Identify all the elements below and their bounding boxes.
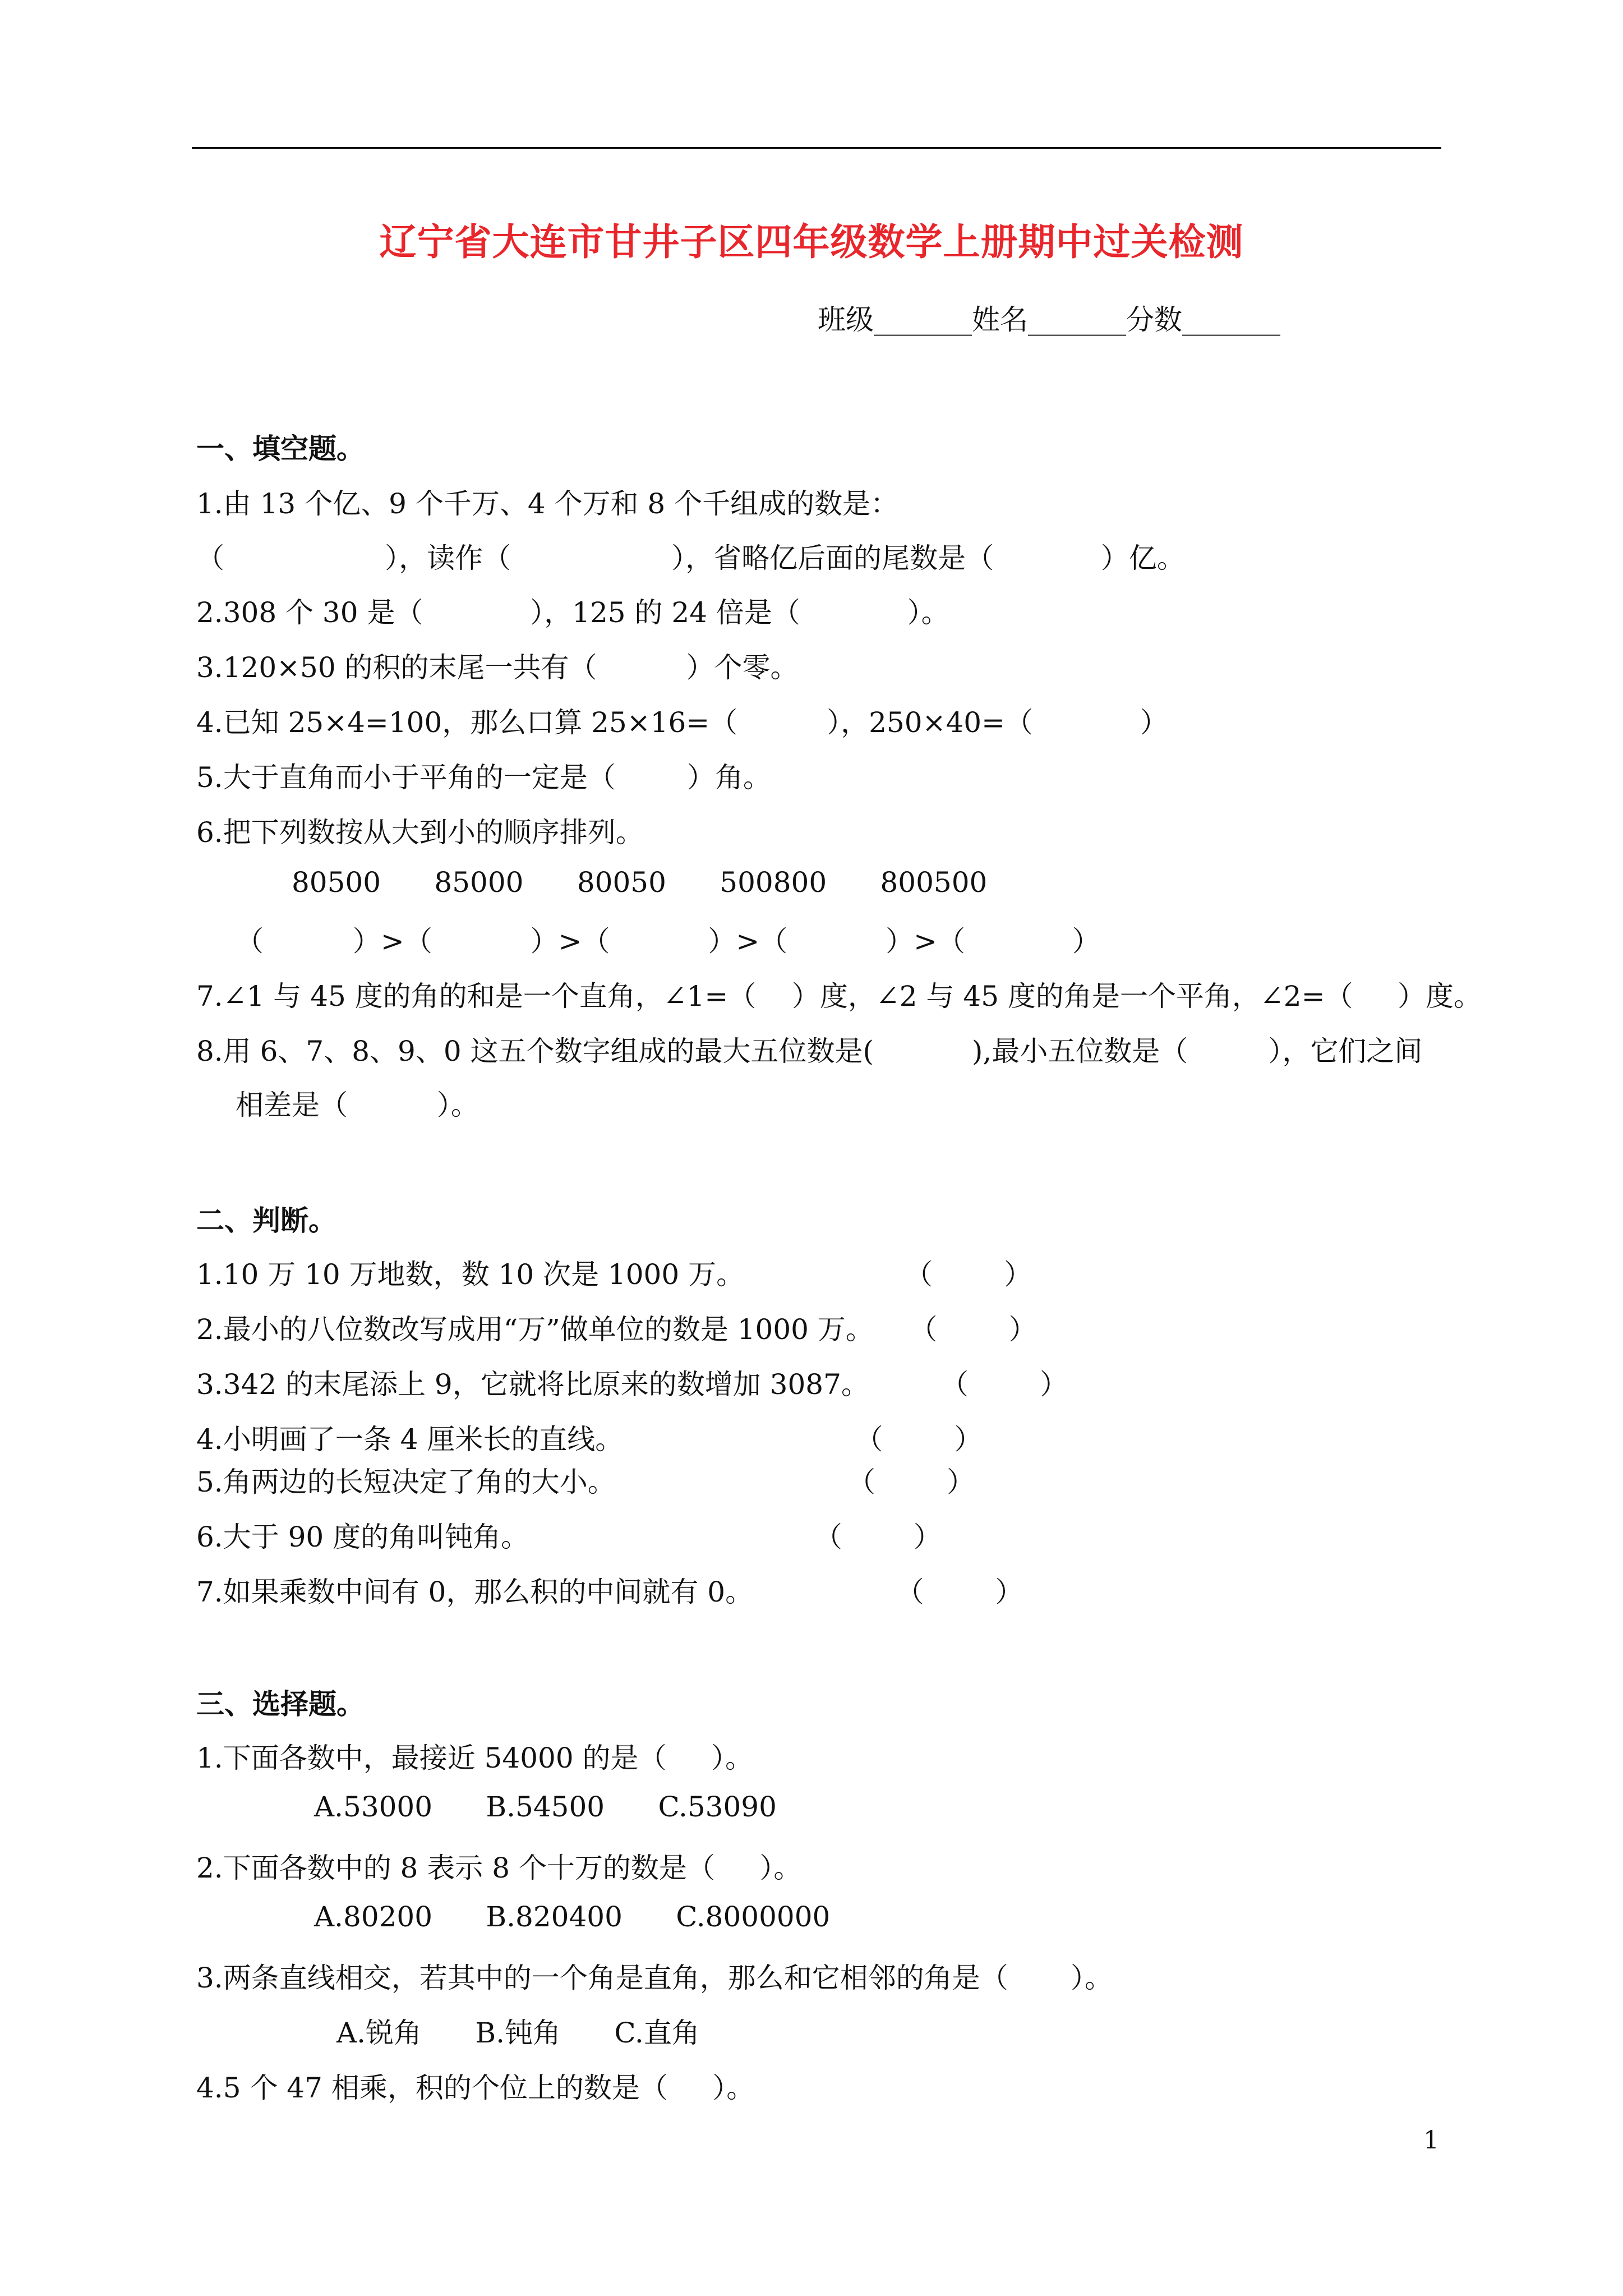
section-heading-fill: 一、填空题。 [196,432,365,465]
fill-question-4: 4.已知 25×4=100，那么口算 25×16=（ ），250×40=（ ） [196,706,1168,739]
fill-question-6-numbers: 80500 85000 80050 500800 800500 [292,866,988,899]
section-heading-judge: 二、判断。 [196,1204,336,1237]
judge-item: 6.大于 90 度的角叫钝角。 （ ） [196,1521,942,1553]
choice-question-4: 4.5 个 47 相乘，积的个位上的数是（ ）。 [196,2072,755,2104]
fill-question-8-continued: 相差是（ ）。 [236,1089,479,1121]
choice-question-1-options: A.53000 B.54500 C.53090 [314,1791,777,1823]
header-rule [192,147,1441,149]
choice-question-3: 3.两条直线相交，若其中的一个角是直角，那么和它相邻的角是（ ）。 [196,1962,1113,1994]
choice-question-2: 2.下面各数中的 8 表示 8 个十万的数是（ ）。 [196,1852,802,1884]
section-heading-choice: 三、选择题。 [196,1687,365,1720]
judge-item: 5.角两边的长短决定了角的大小。 （ ） [196,1466,975,1498]
judge-item: 4.小明画了一条 4 厘米长的直线。 （ ） [196,1423,983,1456]
choice-question-3-options: A.锐角 B.钝角 C.直角 [336,2017,700,2049]
judge-item: 2.最小的八位数改写成用“万”做单位的数是 1000 万。 （ ） [196,1313,1037,1346]
fill-question-1: 1.由 13 个亿、9 个千万、4 个万和 8 个千组成的数是： [196,487,899,520]
fill-question-8: 8.用 6、7、8、9、0 这五个数字组成的最大五位数是( ),最小五位数是（ ），它们之间 [196,1035,1423,1068]
fill-question-7: 7.∠1 与 45 度的角的和是一个直角，∠1=（ ）度，∠2 与 45 度的角是一个平角，∠2=（ ）度。 [196,980,1482,1013]
fill-question-3: 3.120×50 的积的末尾一共有（ ）个零。 [196,651,799,684]
fill-question-6-blanks: （ ）>（ ）>（ ）>（ ）>（ ） [236,925,1100,958]
fill-question-1-blanks: （ ），读作（ ），省略亿后面的尾数是（ ）亿。 [196,542,1185,574]
fill-question-2: 2.308 个 30 是（ ），125 的 24 倍是（ ）。 [196,596,949,629]
fill-question-5: 5.大于直角而小于平角的一定是（ ）角。 [196,761,771,794]
page-number: 1 [1423,2126,1439,2155]
page-title: 辽宁省大连市甘井子区四年级数学上册期中过关检测 [379,220,1244,264]
student-info-line: 班级_______姓名_______分数_______ [818,303,1280,336]
judge-item: 1.10 万 10 万地数，数 10 次是 1000 万。 （ ） [196,1258,1032,1291]
judge-item: 7.如果乘数中间有 0，那么积的中间就有 0。 （ ） [196,1576,1023,1608]
choice-question-1: 1.下面各数中，最接近 54000 的是（ ）。 [196,1742,754,1774]
judge-item: 3.342 的末尾添上 9，它就将比原来的数增加 3087。 （ ） [196,1368,1068,1401]
fill-question-6: 6.把下列数按从大到小的顺序排列。 [196,816,644,849]
choice-question-2-options: A.80200 B.820400 C.8000000 [314,1901,831,1933]
